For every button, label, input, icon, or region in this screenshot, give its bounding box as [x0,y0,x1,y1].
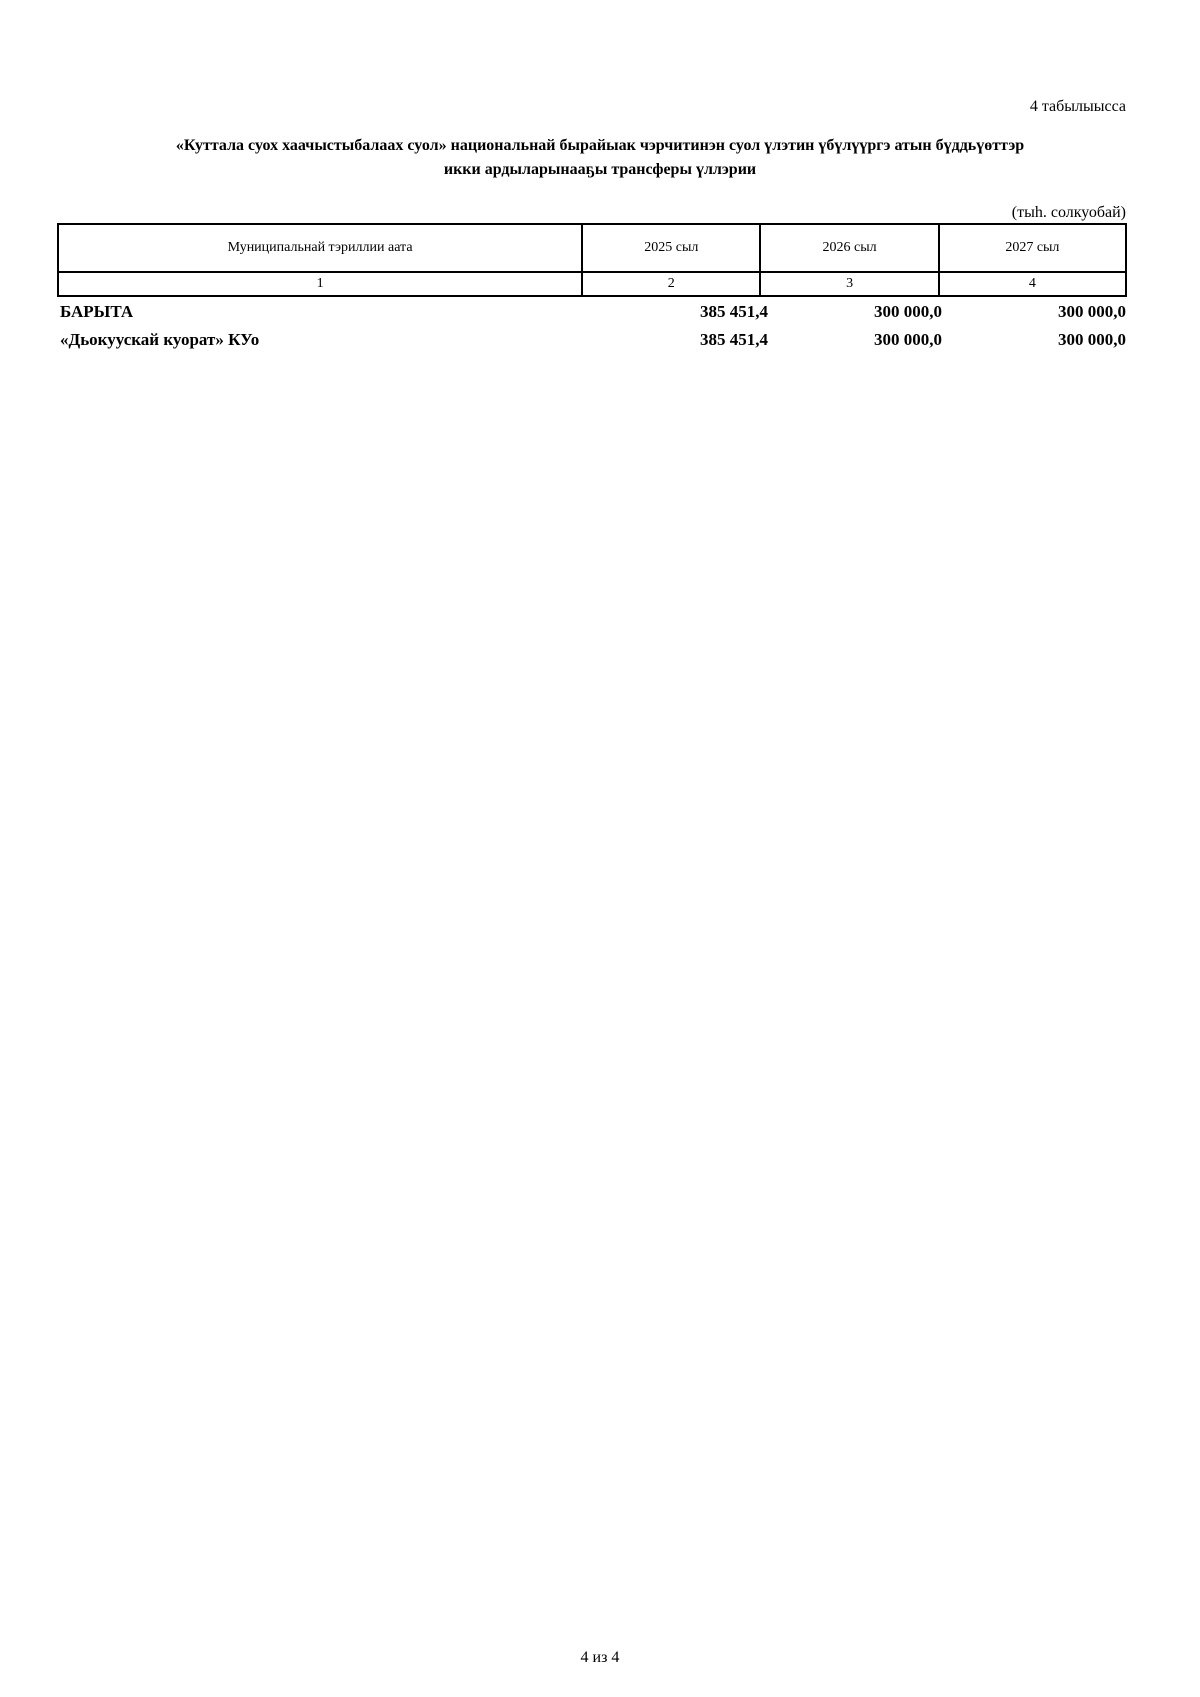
header-municipality: Муниципальнай тэриллии аата [58,224,582,272]
column-number-3: 3 [760,272,938,296]
appendix-label: 4 табылыысса [1029,98,1126,115]
title-line-1: «Куттала суох хаачыстыбалаах суол» национальнай бырайыак чэрчитинэн суол үлэтин үбүлүүргэ атын бүддьүөттэр [175,137,1025,154]
row-value-2025: 385 451,4 [700,330,768,349]
row-value-2026: 300 000,0 [874,302,942,321]
unit-label: (тыһ. солкуобай) [1011,204,1126,221]
row-value-2027: 300 000,0 [1058,330,1126,349]
row-name: «Дьокуускай куорат» КУо [60,330,260,349]
row-value-2027: 300 000,0 [1058,302,1126,321]
page-number: 4 из 4 [580,1649,620,1666]
table-row-total [58,302,1128,330]
column-number-4: 4 [939,272,1126,296]
table-body [58,302,1128,358]
row-value-2025: 385 451,4 [700,302,768,321]
header-2025: 2025 сыл [582,224,760,272]
table-row [58,330,1128,358]
document-title [60,134,1140,182]
row-name: БАРЫТА [60,302,134,321]
column-number-1: 1 [58,272,582,296]
table-header-row [58,224,1126,272]
column-number-2: 2 [582,272,760,296]
header-2027: 2027 сыл [939,224,1126,272]
column-number-row [58,272,1126,296]
header-2026: 2026 сыл [760,224,938,272]
transfers-table-header [57,223,1127,297]
title-line-2: икки ардыларынааҕы трансферы үллэрии [443,161,757,178]
row-value-2026: 300 000,0 [874,330,942,349]
